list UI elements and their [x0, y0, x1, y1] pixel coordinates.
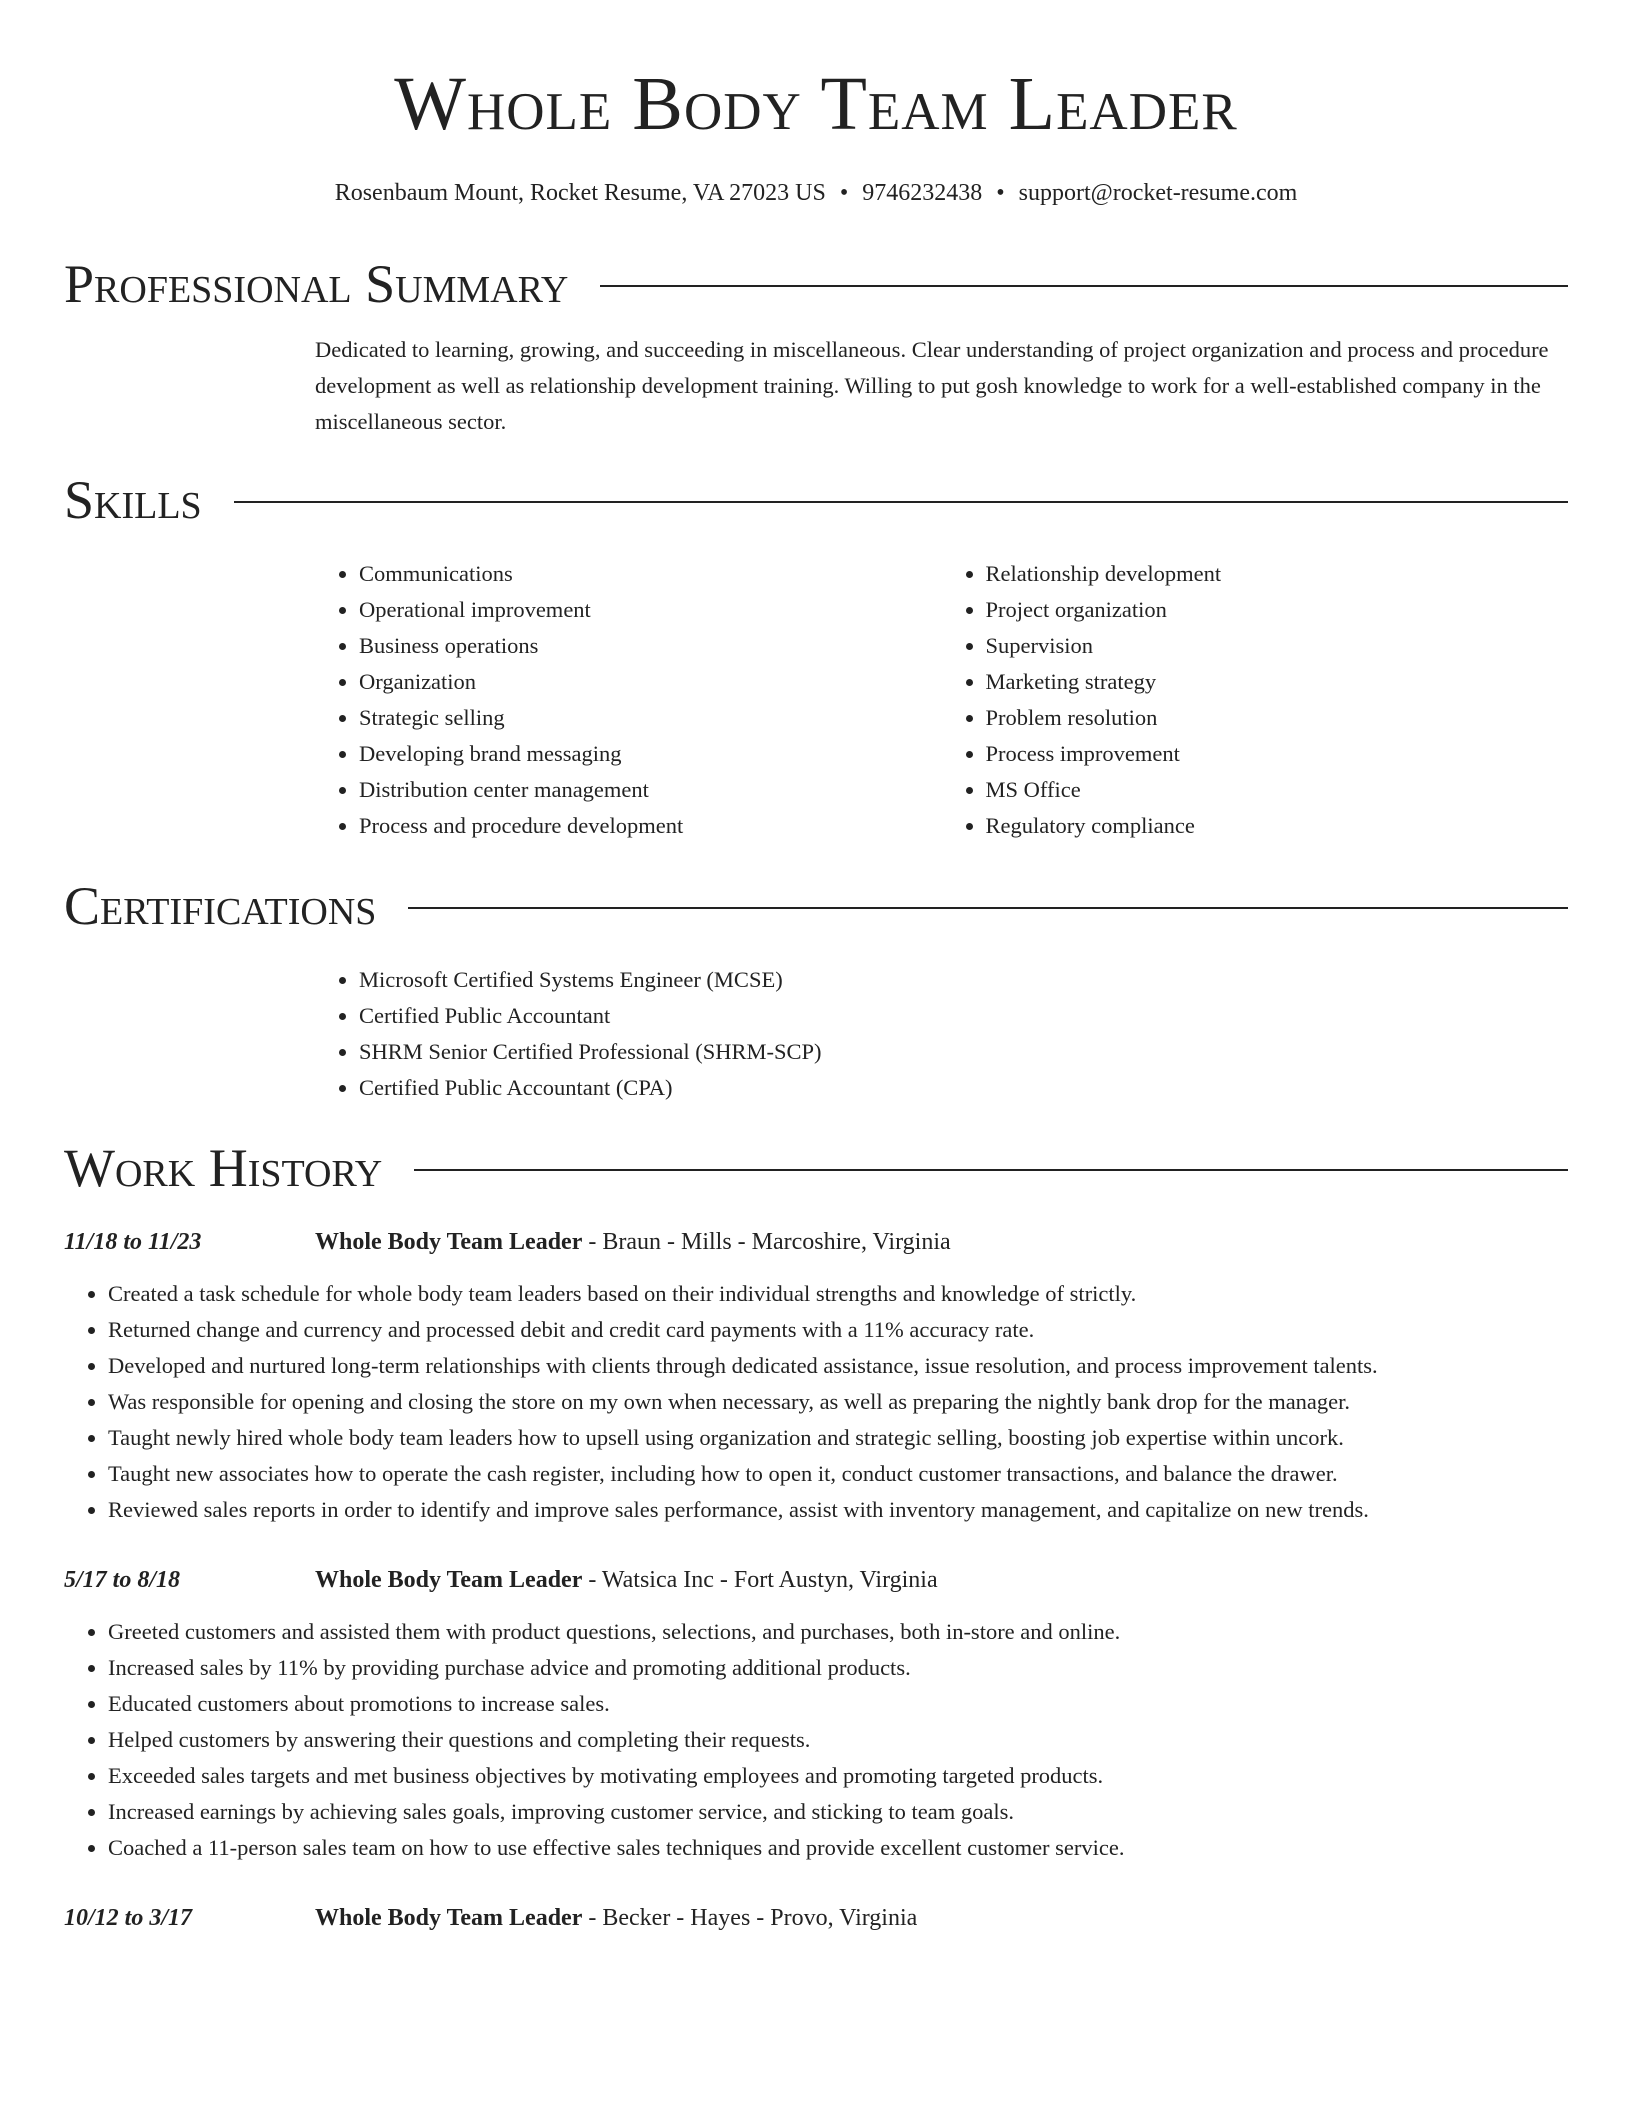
job-bullets	[64, 1614, 1568, 1866]
list-item: • Supervision	[986, 628, 1569, 664]
job-bullet: • Coached a 11-person sales team on how to use effective sales techniques and provide excellent customer service.	[108, 1830, 1568, 1866]
job-bullet: • Increased sales by 11% by providing purchase advice and promoting additional products.	[108, 1650, 1568, 1686]
list-item: • Strategic selling	[359, 700, 942, 736]
list-item: • Operational improvement	[359, 592, 942, 628]
list-item: • Business operations	[359, 628, 942, 664]
list-item: • Process improvement	[986, 736, 1569, 772]
summary-heading: Professional Summary	[64, 254, 569, 314]
job-title: Whole Body Team Leader	[315, 1567, 583, 1593]
job-dates: 10/12 to 3/17	[64, 1905, 193, 1931]
list-item: • Relationship development	[986, 556, 1569, 592]
job-bullet: • Helped customers by answering their questions and completing their requests.	[108, 1722, 1568, 1758]
job-employer: - Braun - Mills - Marcoshire, Virginia	[582, 1229, 951, 1255]
job-bullet: • Reviewed sales reports in order to identify and improve sales performance, assist with inventory management, and capitalize on new trends.	[108, 1492, 1568, 1528]
certifications-heading: Certifications	[64, 876, 377, 936]
job-bullet: • Developed and nurtured long-term relationships with clients through dedicated assistance, issue resolution, and process improvement talents.	[108, 1348, 1568, 1384]
job-title-line	[315, 1224, 951, 1260]
skills-list-right	[942, 556, 1569, 844]
job-entry	[64, 1900, 1568, 1936]
certifications-block	[315, 962, 1568, 1106]
list-item: • Developing brand messaging	[359, 736, 942, 772]
list-item: • Marketing strategy	[986, 664, 1569, 700]
list-item: • Organization	[359, 664, 942, 700]
certifications-section-header	[64, 874, 1568, 938]
summary-text: Dedicated to learning, growing, and succeeding in miscellaneous. Clear understanding of project organization and process and procedure development as well as relationship development training. Willing to put gosh knowledge to work for a well-established company in the miscellaneous sector.	[315, 337, 1549, 434]
section-divider	[234, 501, 1568, 503]
job-title: Whole Body Team Leader	[315, 1229, 583, 1255]
list-item: • Problem resolution	[986, 700, 1569, 736]
list-item: • Project organization	[986, 592, 1569, 628]
contact-address: Rosenbaum Mount, Rocket Resume, VA 27023 US	[334, 180, 826, 206]
list-item: • Communications	[359, 556, 942, 592]
contact-separator: •	[996, 180, 1005, 206]
job-dates: 5/17 to 8/18	[64, 1567, 181, 1593]
list-item: • Process and procedure development	[359, 808, 942, 844]
skills-list-left	[315, 556, 942, 844]
job-header	[64, 1562, 1568, 1598]
job-dates: 11/18 to 11/23	[64, 1229, 202, 1255]
skills-columns	[315, 556, 1568, 844]
job-bullet: • Taught new associates how to operate the cash register, including how to open it, conduct customer transactions, and balance the drawer.	[108, 1456, 1568, 1492]
certifications-list	[315, 962, 1568, 1106]
job-header	[64, 1900, 1568, 1936]
work-heading: Work History	[64, 1138, 383, 1198]
job-title-line	[315, 1562, 938, 1598]
job-bullet: • Created a task schedule for whole body team leaders based on their individual strengths and knowledge of strictly.	[108, 1276, 1568, 1312]
section-divider	[600, 285, 1568, 287]
job-bullet: • Taught newly hired whole body team leaders how to upsell using organization and strategic selling, boosting job expertise within uncork.	[108, 1420, 1568, 1456]
contact-line	[64, 178, 1568, 208]
job-bullet: • Increased earnings by achieving sales goals, improving customer service, and sticking to team goals.	[108, 1794, 1568, 1830]
job-title: Whole Body Team Leader	[315, 1905, 583, 1931]
job-header	[64, 1224, 1568, 1260]
resume-name: Whole Body Team Leader	[394, 62, 1238, 146]
skills-section-header	[64, 468, 1568, 532]
job-entry	[64, 1224, 1568, 1528]
job-bullet: • Educated customers about promotions to increase sales.	[108, 1686, 1568, 1722]
list-item: • Distribution center management	[359, 772, 942, 808]
contact-phone: 9746232438	[862, 180, 983, 206]
job-bullet: • Returned change and currency and processed debit and credit card payments with a 11% accuracy rate.	[108, 1312, 1568, 1348]
work-history-list	[64, 1224, 1568, 1936]
job-bullet: • Exceeded sales targets and met business objectives by motivating employees and promoting targeted products.	[108, 1758, 1568, 1794]
work-section-header	[64, 1136, 1568, 1200]
job-entry	[64, 1562, 1568, 1866]
resume-page	[64, 0, 1568, 1936]
list-item: • Certified Public Accountant (CPA)	[359, 1070, 1568, 1106]
job-bullet: • Was responsible for opening and closing the store on my own when necessary, as well as preparing the nightly bank drop for the manager.	[108, 1384, 1568, 1420]
job-employer: - Watsica Inc - Fort Austyn, Virginia	[582, 1567, 938, 1593]
job-bullet: • Greeted customers and assisted them with product questions, selections, and purchases, both in-store and online.	[108, 1614, 1568, 1650]
list-item: • Microsoft Certified Systems Engineer (MCSE)	[359, 962, 1568, 998]
summary-section-header	[64, 252, 1568, 316]
list-item: • Certified Public Accountant	[359, 998, 1568, 1034]
contact-separator: •	[839, 180, 849, 206]
skills-heading: Skills	[64, 470, 202, 530]
contact-email: support@rocket-resume.com	[1018, 180, 1298, 206]
list-item: • SHRM Senior Certified Professional (SHRM-SCP)	[359, 1034, 1568, 1070]
job-employer: - Becker - Hayes - Provo, Virginia	[582, 1905, 918, 1931]
section-divider	[414, 1169, 1568, 1171]
section-divider	[408, 907, 1568, 909]
list-item: • Regulatory compliance	[986, 808, 1569, 844]
job-bullets	[64, 1276, 1568, 1528]
job-title-line	[315, 1900, 917, 1936]
list-item: • MS Office	[986, 772, 1569, 808]
